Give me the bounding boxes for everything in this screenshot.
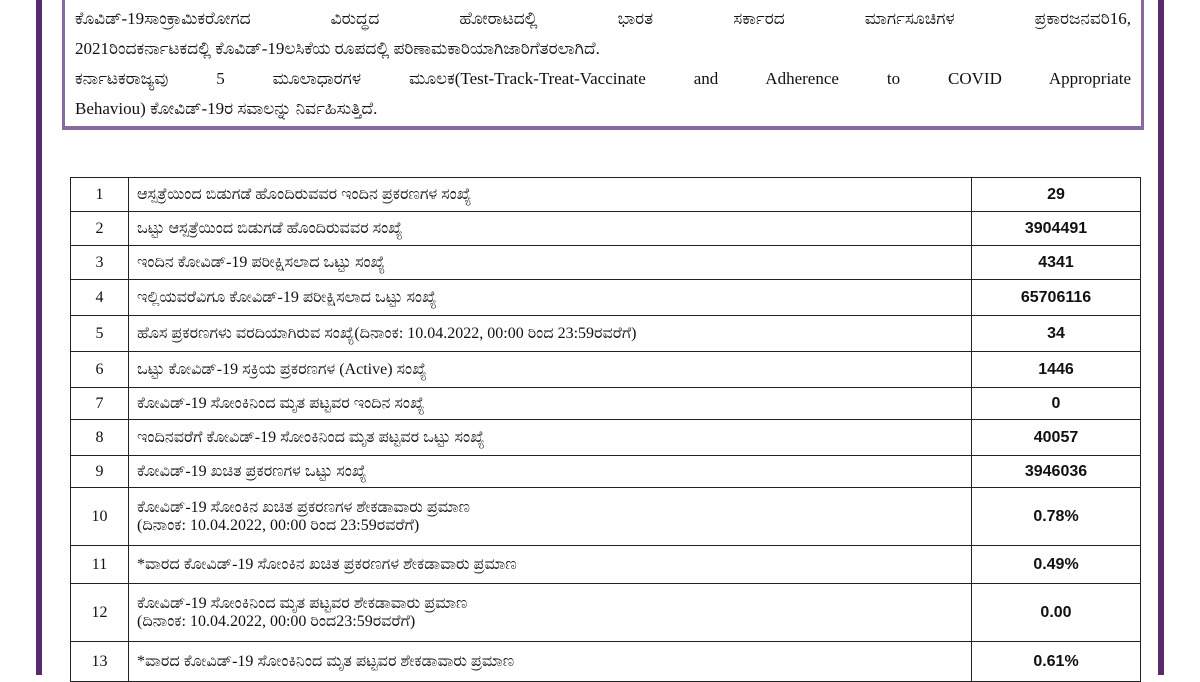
row-label-text: ಇಲ್ಲಿಯವರೆವಿಗೂ ಕೋವಿಡ್-19 ಪರೀಕ್ಷಿಸಲಾದ ಒಟ್ಟು ಸಂಖ್ಯೆ xyxy=(137,288,437,306)
row-label xyxy=(129,316,972,352)
row-number: 11 xyxy=(71,546,129,584)
table-row xyxy=(71,584,1141,642)
row-label xyxy=(129,388,972,420)
table-row xyxy=(71,352,1141,388)
row-label xyxy=(129,488,972,546)
row-value: 4341 xyxy=(972,246,1141,280)
row-value: 1446 xyxy=(972,352,1141,388)
row-label xyxy=(129,584,972,642)
row-label-text: ಇಂದಿನವರೆಗೆ ಕೋವಿಡ್-19 ಸೋಂಕಿನಿಂದ ಮೃತ ಪಟ್ಟವರ ಒಟ್ಟು ಸಂಖ್ಯೆ xyxy=(137,428,485,446)
row-value: 29 xyxy=(972,178,1141,212)
table-row xyxy=(71,488,1141,546)
row-label xyxy=(129,352,972,388)
table-row xyxy=(71,316,1141,352)
row-label-text: ಒಟ್ಟು ಆಸ್ಪತ್ರೆಯಿಂದ ಬಿಡುಗಡೆ ಹೊಂದಿರುವವರ ಸಂಖ್ಯೆ xyxy=(137,219,403,237)
row-number: 9 xyxy=(71,456,129,488)
row-label-text: ಆಸ್ಪತ್ರೆಯಿಂದ ಬಿಡುಗಡೆ ಹೊಂದಿರುವವರ ಇಂದಿನ ಪ್ರಕರಣಗಳ ಸಂಖ್ಯೆ xyxy=(137,185,472,203)
row-label-text: ಕೋವಿಡ್-19 ಸೋಂಕಿನಿಂದ ಮೃತ ಪಟ್ಟವರ ಇಂದಿನ ಸಂಖ್ಯೆ xyxy=(137,394,425,412)
table-row xyxy=(71,280,1141,316)
row-number: 12 xyxy=(71,584,129,642)
page-frame-right xyxy=(1158,0,1164,675)
row-number: 5 xyxy=(71,316,129,352)
table-row xyxy=(71,420,1141,456)
row-value: 0.61% xyxy=(972,642,1141,682)
row-number: 10 xyxy=(71,488,129,546)
intro-line: ಕರ್ನಾಟಕರಾಜ್ಯವು 5 ಮೂಲಾಧಾರಗಳ ಮೂಲಕ(Test-Track-Treat-Vaccinate and Adherence to COVID Appropriate xyxy=(75,69,1131,88)
table-row xyxy=(71,456,1141,488)
intro-line: ಕೊವಿಡ್-19ಸಾಂಕ್ರಾಮಿಕರೋಗದ ವಿರುದ್ಧದ ಹೋರಾಟದಲ್ಲಿ ಭಾರತ ಸರ್ಕಾರದ ಮಾರ್ಗಸೂಚಿಗಳ ಪ್ರಕಾರಜನವರಿ16, xyxy=(75,9,1131,28)
table-row xyxy=(71,642,1141,682)
row-label xyxy=(129,546,972,584)
table-row xyxy=(71,388,1141,420)
row-value: 40057 xyxy=(972,420,1141,456)
page-frame-left xyxy=(36,0,42,675)
row-number: 13 xyxy=(71,642,129,682)
row-value: 34 xyxy=(972,316,1141,352)
intro-line: 2021ರಿಂದಕರ್ನಾಟಕದಲ್ಲಿ ಕೊವಿಡ್-19ಲಸಿಕೆಯ ರೂಪದಲ್ಲಿ ಪರಿಣಾಮಕಾರಿಯಾಗಿಜಾರಿಗೆತರಲಾಗಿದೆ. xyxy=(75,39,600,58)
row-label-text: ಒಟ್ಟು ಕೋವಿಡ್-19 ಸಕ್ರಿಯ ಪ್ರಕರಣಗಳ (Active) ಸಂಖ್ಯೆ xyxy=(137,360,427,378)
table-row xyxy=(71,546,1141,584)
row-label-text: ಇಂದಿನ ಕೋವಿಡ್-19 ಪರೀಕ್ಷಿಸಲಾದ ಒಟ್ಟು ಸಂಖ್ಯೆ xyxy=(137,253,386,271)
row-label-text: *ವಾರದ ಕೋವಿಡ್-19 ಸೋಂಕಿನಿಂದ ಮೃತ ಪಟ್ಟವರ ಶೇಕಡಾವಾರು ಪ್ರಮಾಣ xyxy=(137,652,515,670)
table-row xyxy=(71,212,1141,246)
row-number: 3 xyxy=(71,246,129,280)
row-value: 0.00 xyxy=(972,584,1141,642)
row-label xyxy=(129,280,972,316)
stats-table-body xyxy=(71,178,1141,682)
row-number: 1 xyxy=(71,178,129,212)
row-label-text: *ವಾರದ ಕೋವಿಡ್-19 ಸೋಂಕಿನ ಖಚಿತ ಪ್ರಕರಣಗಳ ಶೇಕಡಾವಾರು ಪ್ರಮಾಣ xyxy=(137,555,517,573)
row-label-text: ಹೊಸ ಪ್ರಕರಣಗಳು ವರದಿಯಾಗಿರುವ ಸಂಖ್ಯೆ(ದಿನಾಂಕ: 10.04.2022, 00:00 ರಿಂದ 23:59ರವರೆಗೆ) xyxy=(137,324,637,342)
row-value: 0 xyxy=(972,388,1141,420)
row-label-text: ಕೋವಿಡ್-19 ಸೋಂಕಿನಿಂದ ಮೃತ ಪಟ್ಟವರ ಶೇಕಡಾವಾರು ಪ್ರಮಾಣ xyxy=(137,594,468,612)
row-number: 6 xyxy=(71,352,129,388)
row-label xyxy=(129,420,972,456)
row-label xyxy=(129,178,972,212)
row-label-text: ಕೋವಿಡ್-19 ಖಚಿತ ಪ್ರಕರಣಗಳ ಒಟ್ಟು ಸಂಖ್ಯೆ xyxy=(137,462,367,480)
intro-line: Behaviou) ಕೋವಿಡ್-19ರ ಸವಾಲನ್ನು ನಿರ್ವಹಿಸುತ್ತಿದೆ. xyxy=(75,99,378,118)
row-value: 3904491 xyxy=(972,212,1141,246)
row-value: 65706116 xyxy=(972,280,1141,316)
row-label-text: ಕೋವಿಡ್-19 ಸೋಂಕಿನ ಖಚಿತ ಪ್ರಕರಣಗಳ ಶೇಕಡಾವಾರು ಪ್ರಮಾಣ xyxy=(137,498,470,516)
row-number: 7 xyxy=(71,388,129,420)
row-value: 3946036 xyxy=(972,456,1141,488)
row-label-date: (ದಿನಾಂಕ: 10.04.2022, 00:00 ರಿಂದ23:59ರವರೆಗೆ) xyxy=(137,612,416,630)
row-label-date: (ದಿನಾಂಕ: 10.04.2022, 00:00 ರಿಂದ 23:59ರವರೆಗೆ) xyxy=(137,516,420,534)
row-label xyxy=(129,246,972,280)
row-value: 0.49% xyxy=(972,546,1141,584)
intro-box xyxy=(62,0,1144,130)
table-row xyxy=(71,178,1141,212)
row-label xyxy=(129,642,972,682)
row-label xyxy=(129,456,972,488)
table-row xyxy=(71,246,1141,280)
covid-stats-table xyxy=(70,177,1141,682)
row-number: 4 xyxy=(71,280,129,316)
row-label xyxy=(129,212,972,246)
row-number: 2 xyxy=(71,212,129,246)
row-value: 0.78% xyxy=(972,488,1141,546)
row-number: 8 xyxy=(71,420,129,456)
